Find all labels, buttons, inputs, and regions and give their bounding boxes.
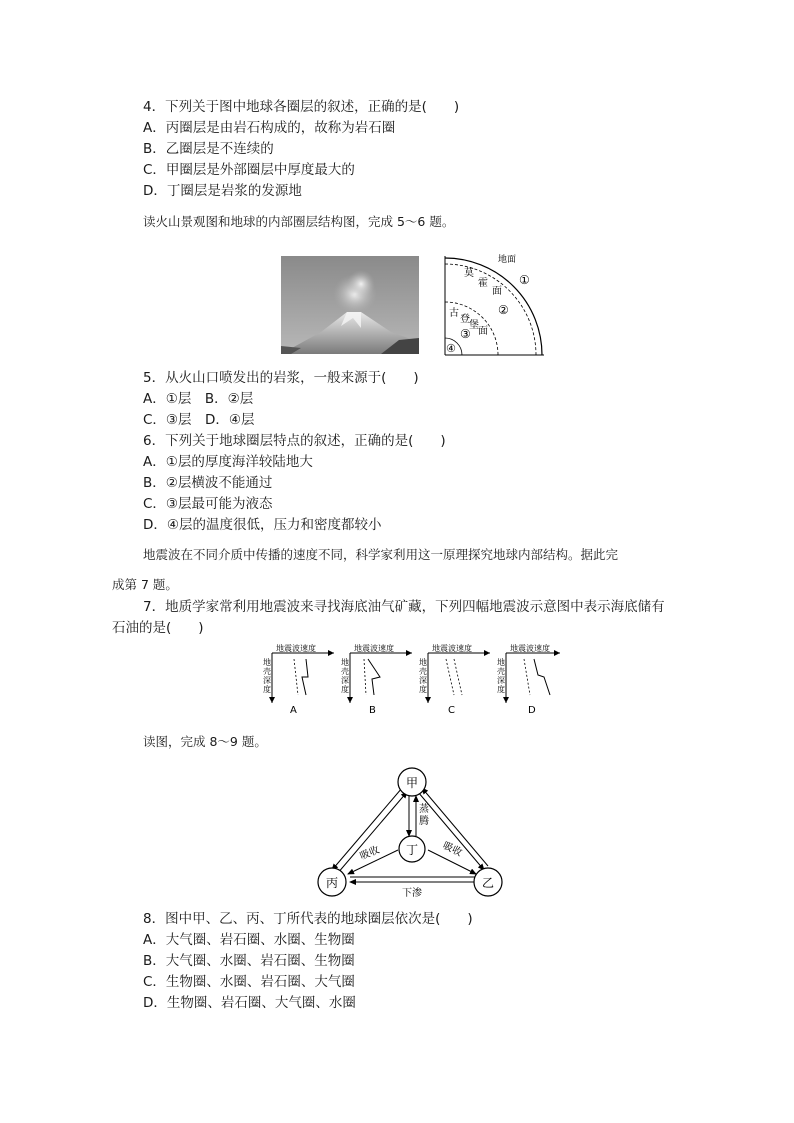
layer-1-label: ① — [519, 273, 530, 287]
layer-3-label: ③ — [460, 327, 471, 341]
wave-a-label: A — [290, 705, 297, 716]
layer-4-label: ④ — [446, 342, 456, 355]
q8-option-c: C．生物圈、水圈、岩石圈、大气圈 — [143, 974, 355, 990]
q6-stem: 6．下列关于地球圈层特点的叙述，正确的是( ) — [143, 433, 446, 449]
wave-d-speed-label: 地震波速度 — [510, 644, 550, 653]
intro-7-line1: 地震波在不同介质中传播的速度不同，科学家利用这一原理探究地球内部结构。据此完 — [143, 547, 619, 562]
wave-c-depth-2: 壳 — [419, 667, 427, 676]
wave-d-depth-3: 深 — [497, 676, 505, 685]
wave-b-label: B — [369, 705, 376, 716]
q8-option-b: B．大气圈、水圈、岩石圈、生物圈 — [143, 953, 355, 969]
node-jia: 甲 — [406, 776, 419, 790]
q4-option-b: B．乙圈层是不连续的 — [143, 141, 274, 157]
sphere-cycle-diagram — [312, 766, 508, 900]
wave-b-depth-4: 度 — [341, 685, 349, 694]
evap-char-1: 蒸 — [419, 804, 429, 815]
seismic-wave-diagrams — [262, 643, 562, 719]
wave-b-depth-2: 壳 — [341, 667, 349, 676]
wave-a-depth-3: 深 — [263, 676, 271, 685]
node-ding: 丁 — [406, 843, 419, 857]
q6-option-b: B．②层横波不能通过 — [143, 475, 273, 491]
q4-stem: 4．下列关于图中地球各圈层的叙述，正确的是( ) — [143, 99, 460, 115]
node-yi: 乙 — [482, 876, 495, 890]
seep-label: 下渗 — [402, 888, 422, 899]
moho-char-2: 霍 — [478, 278, 488, 289]
intro-8-9: 读图，完成 8～9 题。 — [143, 734, 267, 749]
absorb-left-label: 吸收 — [358, 844, 382, 863]
wave-d-label: D — [528, 705, 536, 716]
wave-c-depth-1: 地 — [419, 658, 427, 667]
absorb-right-label: 吸收 — [440, 840, 464, 859]
q6-option-a: A．①层的厚度海洋较陆地大 — [143, 454, 313, 470]
moho-char-3: 面 — [492, 286, 502, 297]
gutenberg-char-1: 古 — [449, 308, 459, 319]
q4-option-d: D．丁圈层是岩浆的发源地 — [143, 183, 302, 199]
wave-a-speed-label: 地震波速度 — [276, 644, 316, 653]
intro-7-line2: 成第 7 题。 — [112, 577, 178, 592]
wave-panel-b — [341, 643, 412, 716]
q8-stem: 8．图中甲、乙、丙、丁所代表的地球圈层依次是( ) — [143, 911, 473, 927]
q7-line2: 石油的是( ) — [112, 620, 204, 636]
wave-d-depth-2: 壳 — [497, 667, 505, 676]
node-bing: 丙 — [326, 876, 339, 890]
wave-a-depth-4: 度 — [263, 685, 271, 694]
wave-panel-a — [263, 643, 334, 716]
wave-d-depth-4: 度 — [497, 685, 505, 694]
q6-option-c: C．③层最可能为液态 — [143, 496, 273, 512]
q4-option-c: C．甲圈层是外部圈层中厚度最大的 — [143, 162, 355, 178]
wave-panel-c — [419, 643, 490, 716]
gutenberg-char-2: 登 — [460, 314, 470, 325]
evap-char-2: 腾 — [419, 816, 429, 827]
moho-char-1: 莫 — [464, 268, 474, 279]
wave-c-label: C — [448, 705, 455, 716]
earth-layers-diagram — [440, 254, 550, 358]
q5-options-cd: C．③层 D．④层 — [143, 412, 255, 428]
q5-options-ab: A．①层 B．②层 — [143, 391, 254, 407]
wave-a-depth-1: 地 — [263, 658, 271, 667]
wave-d-depth-1: 地 — [497, 658, 505, 667]
wave-b-speed-label: 地震波速度 — [354, 644, 394, 653]
q4-option-a: A．丙圈层是由岩石构成的，故称为岩石圈 — [143, 120, 396, 136]
wave-b-depth-1: 地 — [341, 658, 349, 667]
wave-b-depth-3: 深 — [341, 676, 349, 685]
gutenberg-char-4: 面 — [478, 326, 488, 337]
wave-panel-d — [497, 643, 560, 716]
surface-label: 地面 — [498, 255, 517, 265]
wave-c-speed-label: 地震波速度 — [432, 644, 472, 653]
q8-option-d: D．生物圈、岩石圈、大气圈、水圈 — [143, 995, 356, 1011]
wave-c-depth-4: 度 — [419, 685, 427, 694]
wave-c-depth-3: 深 — [419, 676, 427, 685]
gutenberg-char-3: 堡 — [469, 320, 479, 331]
q6-option-d: D．④层的温度很低，压力和密度都较小 — [143, 517, 382, 533]
wave-a-depth-2: 壳 — [263, 667, 271, 676]
q7-line1: 7．地质学家常利用地震波来寻找海底油气矿藏，下列四幅地震波示意图中表示海底储有 — [143, 599, 665, 615]
q5-stem: 5．从火山口喷发出的岩浆，一般来源于( ) — [143, 370, 419, 386]
volcano-photo — [281, 256, 419, 354]
layer-2-label: ② — [498, 303, 509, 317]
q8-option-a: A．大气圈、岩石圈、水圈、生物圈 — [143, 932, 355, 948]
intro-5-6: 读火山景观图和地球的内部圈层结构图，完成 5～6 题。 — [143, 214, 455, 229]
